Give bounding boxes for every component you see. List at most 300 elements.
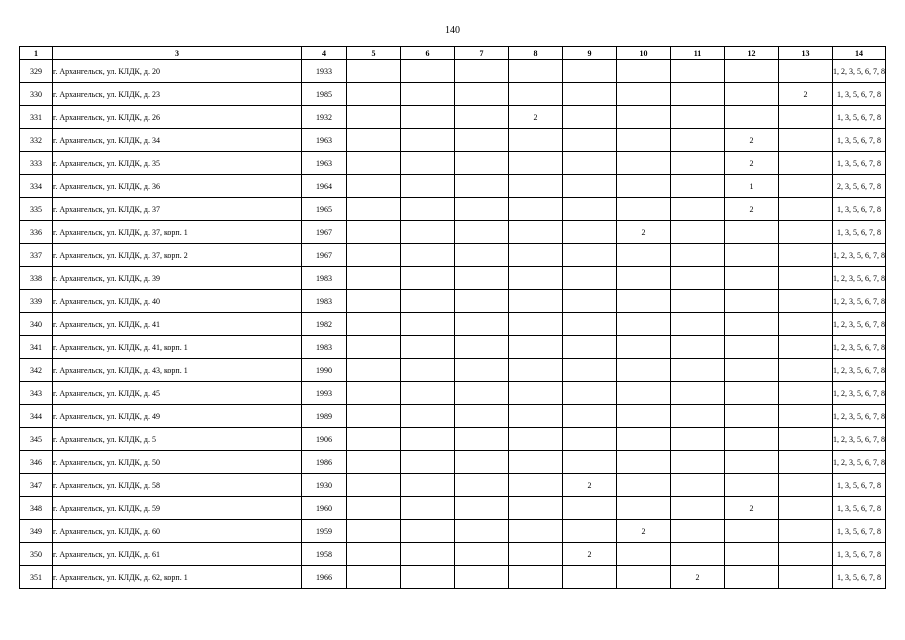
cell-col-8: [509, 520, 563, 543]
cell-number: 336: [20, 221, 53, 244]
cell-col-5: [347, 428, 401, 451]
cell-col-6: [401, 244, 455, 267]
cell-number: 340: [20, 313, 53, 336]
cell-col-13: [779, 290, 833, 313]
cell-col-12: [725, 520, 779, 543]
cell-col-8: [509, 428, 563, 451]
cell-col-12: [725, 474, 779, 497]
cell-notes: 1, 2, 3, 5, 6, 7, 8: [833, 60, 886, 83]
cell-col-10: [617, 290, 671, 313]
cell-col-10: [617, 451, 671, 474]
header-row: [20, 47, 886, 60]
cell-col-10: [617, 152, 671, 175]
cell-col-5: [347, 543, 401, 566]
cell-col-13: [779, 175, 833, 198]
cell-number: 348: [20, 497, 53, 520]
cell-col-7: [455, 106, 509, 129]
cell-col-9: 2: [563, 474, 617, 497]
cell-col-6: [401, 497, 455, 520]
cell-col-5: [347, 520, 401, 543]
cell-col-9: [563, 359, 617, 382]
cell-col-7: [455, 244, 509, 267]
cell-number: 335: [20, 198, 53, 221]
cell-year: 1985: [302, 83, 347, 106]
cell-number: 347: [20, 474, 53, 497]
cell-year: 1982: [302, 313, 347, 336]
cell-notes: 1, 2, 3, 5, 6, 7, 8: [833, 290, 886, 313]
cell-col-9: [563, 198, 617, 221]
cell-col-12: [725, 336, 779, 359]
cell-col-8: [509, 267, 563, 290]
cell-address: г. Архангельск, ул. КЛДК, д. 26: [53, 106, 302, 129]
cell-notes: 1, 3, 5, 6, 7, 8: [833, 520, 886, 543]
cell-col-9: [563, 152, 617, 175]
cell-col-10: [617, 566, 671, 589]
cell-notes: 1, 2, 3, 5, 6, 7, 8: [833, 336, 886, 359]
cell-year: 1958: [302, 543, 347, 566]
cell-col-11: [671, 520, 725, 543]
cell-number: 330: [20, 83, 53, 106]
cell-address: г. Архангельск, ул. КЛДК, д. 61: [53, 543, 302, 566]
cell-col-6: [401, 451, 455, 474]
cell-notes: 1, 2, 3, 5, 6, 7, 8: [833, 313, 886, 336]
cell-col-12: [725, 106, 779, 129]
table-row: [20, 382, 886, 405]
table-row: [20, 129, 886, 152]
table-row: [20, 566, 886, 589]
column-header-4: 4: [302, 47, 347, 60]
table-row: [20, 221, 886, 244]
cell-col-7: [455, 359, 509, 382]
cell-col-6: [401, 221, 455, 244]
cell-col-9: [563, 267, 617, 290]
cell-col-11: [671, 267, 725, 290]
cell-col-9: [563, 106, 617, 129]
cell-notes: 1, 3, 5, 6, 7, 8: [833, 198, 886, 221]
cell-col-12: 2: [725, 497, 779, 520]
column-header-1: 1: [20, 47, 53, 60]
table-row: [20, 152, 886, 175]
table-row: [20, 428, 886, 451]
cell-col-7: [455, 520, 509, 543]
cell-col-7: [455, 129, 509, 152]
cell-col-7: [455, 83, 509, 106]
cell-year: 1959: [302, 520, 347, 543]
cell-address: г. Архангельск, ул. КЛДК, д. 39: [53, 267, 302, 290]
cell-year: 1932: [302, 106, 347, 129]
cell-notes: 1, 2, 3, 5, 6, 7, 8: [833, 382, 886, 405]
cell-number: 337: [20, 244, 53, 267]
cell-col-5: [347, 313, 401, 336]
cell-col-13: [779, 474, 833, 497]
cell-col-10: [617, 336, 671, 359]
table-row: [20, 405, 886, 428]
cell-col-13: [779, 221, 833, 244]
cell-col-12: 2: [725, 198, 779, 221]
cell-year: 1966: [302, 566, 347, 589]
cell-col-11: [671, 198, 725, 221]
cell-col-7: [455, 313, 509, 336]
cell-col-12: [725, 405, 779, 428]
cell-col-5: [347, 474, 401, 497]
cell-col-5: [347, 359, 401, 382]
cell-col-13: [779, 244, 833, 267]
cell-address: г. Архангельск, ул. КЛДК, д. 45: [53, 382, 302, 405]
cell-col-6: [401, 313, 455, 336]
cell-year: 1986: [302, 451, 347, 474]
cell-col-6: [401, 129, 455, 152]
cell-address: г. Архангельск, ул. КЛДК, д. 5: [53, 428, 302, 451]
cell-col-5: [347, 382, 401, 405]
cell-col-6: [401, 543, 455, 566]
cell-col-8: [509, 405, 563, 428]
cell-year: 1983: [302, 290, 347, 313]
cell-notes: 1, 3, 5, 6, 7, 8: [833, 474, 886, 497]
cell-col-8: [509, 290, 563, 313]
cell-year: 1963: [302, 152, 347, 175]
cell-col-9: [563, 83, 617, 106]
cell-col-8: 2: [509, 106, 563, 129]
cell-col-9: [563, 497, 617, 520]
cell-col-6: [401, 405, 455, 428]
cell-col-13: [779, 313, 833, 336]
cell-col-12: [725, 382, 779, 405]
cell-col-5: [347, 451, 401, 474]
cell-col-10: [617, 382, 671, 405]
cell-col-6: [401, 428, 455, 451]
cell-col-11: [671, 221, 725, 244]
cell-col-11: [671, 359, 725, 382]
cell-address: г. Архангельск, ул. КЛДК, д. 62, корп. 1: [53, 566, 302, 589]
cell-address: г. Архангельск, ул. КЛДК, д. 49: [53, 405, 302, 428]
table-row: [20, 198, 886, 221]
cell-col-8: [509, 83, 563, 106]
cell-col-7: [455, 152, 509, 175]
column-header-12: 12: [725, 47, 779, 60]
cell-col-6: [401, 198, 455, 221]
cell-year: 1967: [302, 244, 347, 267]
cell-address: г. Архангельск, ул. КЛДК, д. 36: [53, 175, 302, 198]
cell-col-10: [617, 244, 671, 267]
cell-notes: 1, 2, 3, 5, 6, 7, 8: [833, 244, 886, 267]
cell-notes: 1, 3, 5, 6, 7, 8: [833, 83, 886, 106]
column-header-10: 10: [617, 47, 671, 60]
cell-year: 1965: [302, 198, 347, 221]
cell-col-5: [347, 129, 401, 152]
cell-col-9: [563, 566, 617, 589]
cell-year: 1963: [302, 129, 347, 152]
cell-col-7: [455, 543, 509, 566]
cell-notes: 1, 3, 5, 6, 7, 8: [833, 129, 886, 152]
cell-col-7: [455, 336, 509, 359]
cell-notes: 1, 3, 5, 6, 7, 8: [833, 543, 886, 566]
cell-address: г. Архангельск, ул. КЛДК, д. 37: [53, 198, 302, 221]
cell-address: г. Архангельск, ул. КЛДК, д. 20: [53, 60, 302, 83]
cell-col-11: [671, 451, 725, 474]
table-row: [20, 244, 886, 267]
table-row: [20, 359, 886, 382]
cell-notes: 1, 2, 3, 5, 6, 7, 8: [833, 428, 886, 451]
cell-col-10: [617, 359, 671, 382]
cell-year: 1983: [302, 336, 347, 359]
cell-col-5: [347, 152, 401, 175]
cell-col-10: [617, 106, 671, 129]
cell-col-9: [563, 129, 617, 152]
cell-col-13: [779, 336, 833, 359]
cell-col-5: [347, 106, 401, 129]
cell-number: 338: [20, 267, 53, 290]
column-header-11: 11: [671, 47, 725, 60]
cell-number: 346: [20, 451, 53, 474]
cell-year: 1967: [302, 221, 347, 244]
cell-col-5: [347, 497, 401, 520]
cell-col-5: [347, 83, 401, 106]
cell-col-11: [671, 83, 725, 106]
cell-col-6: [401, 106, 455, 129]
page-number: 140: [445, 25, 460, 36]
cell-col-6: [401, 175, 455, 198]
cell-number: 334: [20, 175, 53, 198]
cell-number: 341: [20, 336, 53, 359]
cell-col-13: [779, 520, 833, 543]
table-row: [20, 267, 886, 290]
cell-col-13: [779, 129, 833, 152]
cell-col-6: [401, 290, 455, 313]
cell-address: г. Архангельск, ул. КЛДК, д. 37, корп. 2: [53, 244, 302, 267]
cell-col-6: [401, 60, 455, 83]
cell-col-6: [401, 267, 455, 290]
table-row: [20, 60, 886, 83]
cell-col-8: [509, 543, 563, 566]
cell-col-11: [671, 405, 725, 428]
cell-notes: 1, 3, 5, 6, 7, 8: [833, 497, 886, 520]
cell-col-8: [509, 313, 563, 336]
cell-col-12: 2: [725, 129, 779, 152]
cell-col-11: 2: [671, 566, 725, 589]
cell-col-10: 2: [617, 520, 671, 543]
cell-col-6: [401, 336, 455, 359]
cell-col-13: [779, 152, 833, 175]
cell-col-6: [401, 359, 455, 382]
table-body: [20, 60, 886, 589]
cell-col-9: [563, 382, 617, 405]
cell-col-5: [347, 405, 401, 428]
cell-col-8: [509, 359, 563, 382]
cell-col-10: [617, 60, 671, 83]
column-header-7: 7: [455, 47, 509, 60]
cell-col-12: [725, 267, 779, 290]
cell-col-10: [617, 543, 671, 566]
cell-number: 345: [20, 428, 53, 451]
cell-col-11: [671, 129, 725, 152]
cell-year: 1960: [302, 497, 347, 520]
cell-year: 1964: [302, 175, 347, 198]
cell-col-11: [671, 290, 725, 313]
cell-col-6: [401, 382, 455, 405]
cell-col-5: [347, 198, 401, 221]
cell-col-13: [779, 382, 833, 405]
cell-col-11: [671, 152, 725, 175]
cell-col-12: [725, 359, 779, 382]
cell-col-8: [509, 221, 563, 244]
column-header-13: 13: [779, 47, 833, 60]
cell-col-13: [779, 359, 833, 382]
cell-col-10: [617, 129, 671, 152]
cell-number: 329: [20, 60, 53, 83]
cell-col-10: [617, 83, 671, 106]
cell-col-7: [455, 405, 509, 428]
column-header-14: 14: [833, 47, 886, 60]
cell-col-8: [509, 566, 563, 589]
cell-address: г. Архангельск, ул. КЛДК, д. 60: [53, 520, 302, 543]
cell-col-12: [725, 221, 779, 244]
table-row: [20, 290, 886, 313]
table-row: [20, 474, 886, 497]
cell-col-13: [779, 60, 833, 83]
cell-col-9: [563, 405, 617, 428]
cell-col-10: [617, 474, 671, 497]
cell-col-10: [617, 267, 671, 290]
cell-address: г. Архангельск, ул. КЛДК, д. 34: [53, 129, 302, 152]
cell-col-9: [563, 175, 617, 198]
cell-number: 339: [20, 290, 53, 313]
cell-address: г. Архангельск, ул. КЛДК, д. 37, корп. 1: [53, 221, 302, 244]
cell-col-11: [671, 543, 725, 566]
cell-col-12: [725, 543, 779, 566]
cell-col-12: [725, 60, 779, 83]
cell-col-12: [725, 313, 779, 336]
cell-col-5: [347, 336, 401, 359]
cell-col-6: [401, 152, 455, 175]
cell-col-9: [563, 313, 617, 336]
cell-col-12: [725, 244, 779, 267]
table-row: [20, 106, 886, 129]
cell-col-8: [509, 60, 563, 83]
cell-col-9: [563, 244, 617, 267]
cell-address: г. Архангельск, ул. КЛДК, д. 35: [53, 152, 302, 175]
cell-col-12: 1: [725, 175, 779, 198]
cell-notes: 1, 3, 5, 6, 7, 8: [833, 221, 886, 244]
cell-number: 344: [20, 405, 53, 428]
cell-col-10: [617, 313, 671, 336]
cell-col-5: [347, 566, 401, 589]
cell-col-7: [455, 267, 509, 290]
cell-col-12: [725, 566, 779, 589]
cell-notes: 1, 2, 3, 5, 6, 7, 8: [833, 405, 886, 428]
cell-col-7: [455, 290, 509, 313]
cell-year: 1989: [302, 405, 347, 428]
cell-address: г. Архангельск, ул. КЛДК, д. 50: [53, 451, 302, 474]
cell-col-8: [509, 474, 563, 497]
cell-col-9: 2: [563, 543, 617, 566]
cell-col-12: [725, 290, 779, 313]
cell-col-13: [779, 405, 833, 428]
table-row: [20, 451, 886, 474]
cell-col-12: 2: [725, 152, 779, 175]
cell-col-13: [779, 428, 833, 451]
cell-col-11: [671, 60, 725, 83]
cell-col-13: [779, 198, 833, 221]
column-header-8: 8: [509, 47, 563, 60]
column-header-5: 5: [347, 47, 401, 60]
cell-col-10: [617, 405, 671, 428]
cell-col-10: [617, 175, 671, 198]
cell-col-8: [509, 244, 563, 267]
table-row: [20, 83, 886, 106]
cell-year: 1983: [302, 267, 347, 290]
cell-address: г. Архангельск, ул. КЛДК, д. 59: [53, 497, 302, 520]
cell-col-7: [455, 566, 509, 589]
column-header-9: 9: [563, 47, 617, 60]
table-row: [20, 336, 886, 359]
table-row: [20, 520, 886, 543]
cell-notes: 1, 2, 3, 5, 6, 7, 8: [833, 267, 886, 290]
cell-col-5: [347, 267, 401, 290]
cell-number: 349: [20, 520, 53, 543]
column-header-6: 6: [401, 47, 455, 60]
cell-col-11: [671, 175, 725, 198]
cell-col-7: [455, 451, 509, 474]
cell-col-7: [455, 474, 509, 497]
cell-col-7: [455, 175, 509, 198]
cell-col-7: [455, 198, 509, 221]
cell-col-11: [671, 336, 725, 359]
cell-col-9: [563, 520, 617, 543]
cell-col-11: [671, 474, 725, 497]
cell-col-12: [725, 451, 779, 474]
cell-col-6: [401, 566, 455, 589]
cell-col-8: [509, 336, 563, 359]
cell-col-12: [725, 428, 779, 451]
cell-year: 1930: [302, 474, 347, 497]
cell-notes: 1, 3, 5, 6, 7, 8: [833, 566, 886, 589]
cell-col-10: [617, 198, 671, 221]
cell-col-10: 2: [617, 221, 671, 244]
cell-col-7: [455, 497, 509, 520]
cell-notes: 2, 3, 5, 6, 7, 8: [833, 175, 886, 198]
cell-col-5: [347, 221, 401, 244]
table-row: [20, 543, 886, 566]
cell-notes: 1, 3, 5, 6, 7, 8: [833, 106, 886, 129]
cell-col-8: [509, 497, 563, 520]
cell-col-13: [779, 566, 833, 589]
cell-col-8: [509, 198, 563, 221]
cell-notes: 1, 2, 3, 5, 6, 7, 8: [833, 359, 886, 382]
cell-col-13: [779, 451, 833, 474]
cell-col-10: [617, 497, 671, 520]
cell-col-5: [347, 175, 401, 198]
cell-col-9: [563, 428, 617, 451]
cell-col-9: [563, 451, 617, 474]
cell-col-13: 2: [779, 83, 833, 106]
cell-col-8: [509, 175, 563, 198]
cell-number: 350: [20, 543, 53, 566]
cell-col-7: [455, 60, 509, 83]
cell-col-13: [779, 106, 833, 129]
cell-number: 342: [20, 359, 53, 382]
register-table: [19, 46, 886, 589]
cell-number: 351: [20, 566, 53, 589]
cell-col-11: [671, 313, 725, 336]
cell-col-13: [779, 543, 833, 566]
cell-address: г. Архангельск, ул. КЛДК, д. 41: [53, 313, 302, 336]
cell-col-9: [563, 221, 617, 244]
cell-year: 1906: [302, 428, 347, 451]
cell-address: г. Архангельск, ул. КЛДК, д. 43, корп. 1: [53, 359, 302, 382]
cell-col-6: [401, 520, 455, 543]
cell-address: г. Архангельск, ул. КЛДК, д. 23: [53, 83, 302, 106]
cell-notes: 1, 2, 3, 5, 6, 7, 8: [833, 451, 886, 474]
